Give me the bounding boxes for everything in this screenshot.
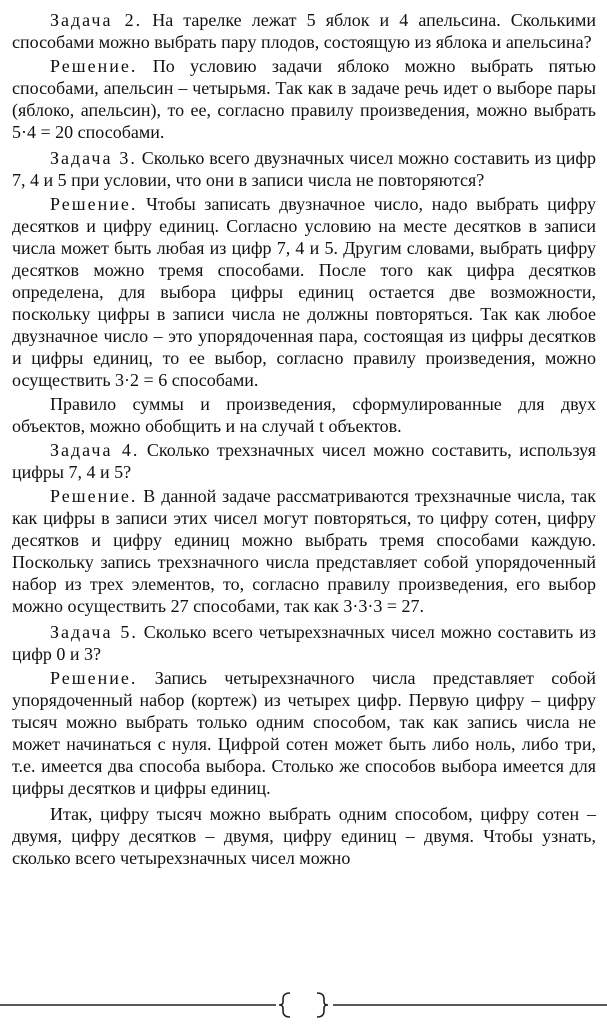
solution-3 [12, 193, 596, 391]
problem-2-text: На тарелке лежат 5 яблок и 4 апельсина. Сколькими способами можно выбрать пару плодов, состоящую из яблока и апельсина? [12, 10, 596, 52]
rule-generalization [12, 393, 596, 437]
problem-4 [12, 439, 596, 483]
solution-4-label: Решение. [50, 486, 138, 506]
solution-4-text: В данной задаче рассматриваются трехзначные числа, так как цифры в записи этих чисел могут повторяться, то цифру сотен, цифру десятков и цифру единиц можно выбрать тремя способами каждую. Поскольку запись трехзначного числа представляет собой упорядоченный набор из трех элементов, то, согласно правилу произведения, его выбор можно осуществить 27 способами, так как 3·3·3 = 27. [12, 486, 596, 616]
problem-2 [12, 9, 596, 53]
problem-4-label: Задача 4. [50, 440, 140, 460]
footer-ornament-icon [0, 985, 607, 1025]
solution-3-label: Решение. [50, 194, 138, 214]
footer-right-brace [317, 993, 328, 1017]
problem-4-text: Сколько трехзначных чисел можно составить, используя цифры 7, 4 и 5? [12, 440, 597, 482]
problem-3-label: Задача 3. [50, 148, 137, 168]
problem-2-label: Задача 2. [50, 10, 143, 30]
solution-5-text: Запись четырехзначного числа представляет собой упорядоченный набор (кортеж) из четырех цифр. Первую цифру – цифру тысяч можно выбрать только одним способом, так как запись числа не может начинаться с нуля. Цифрой сотен может быть либо ноль, либо три, т.е. имеется два способа выбора. Столько же способов выбора имеется для цифры десятков и цифры единиц. [12, 668, 596, 798]
problem-5 [12, 621, 596, 665]
page-text [12, 9, 596, 871]
solution-2 [12, 55, 596, 143]
rule-generalization-text: Правило суммы и произведения, сформулированные для двух объектов, можно обобщить и на случай t объектов. [12, 394, 596, 436]
problem-5-text: Сколько всего четырехзначных чисел можно составить из цифр 0 и 3? [12, 622, 596, 664]
solution-2-text: По условию задачи яблоко можно выбрать пятью способами, апельсин – четырьмя. Так как в задаче речь идет о выборе пары (яблоко, апельсин), то ее, согласно правилу произведения, можно выбрать 5·4 = 20 способами. [12, 56, 596, 142]
solution-2-label: Решение. [50, 56, 138, 76]
page-footer-ornament [0, 985, 607, 1025]
solution-3-text: Чтобы записать двузначное число, надо выбрать цифру десятков и цифру единиц. Согласно условию на месте десятков в записи числа может быть любая из цифр 7, 4 и 5. Другим словами, выбрать цифру десятков можно тремя способами. После того как цифра десятков определена, для выбора цифры единиц остается две возможности, поскольку цифры в записи числа не должны повторяться. Так как любое двузначное число – это упорядоченная пара, состоящая из цифры десятков и цифры единиц, то ее выбор, согласно правилу произведения, можно осуществить 3·2 = 6 способами. [12, 194, 596, 390]
solution-5 [12, 667, 596, 799]
problem-3-text: Сколько всего двузначных чисел можно составить из цифр 7, 4 и 5 при условии, что они в записи числа не повторяются? [12, 148, 596, 190]
conclusion [12, 803, 596, 869]
problem-3 [12, 147, 596, 191]
conclusion-text: Итак, цифру тысяч можно выбрать одним способом, цифру сотен – двумя, цифру десятков – двумя, цифру единиц – двумя. Чтобы узнать, сколько всего четырехзначных чисел можно [12, 804, 596, 868]
footer-left-brace [279, 993, 290, 1017]
solution-4 [12, 485, 596, 617]
solution-5-label: Решение. [50, 668, 138, 688]
problem-5-label: Задача 5. [50, 622, 138, 642]
